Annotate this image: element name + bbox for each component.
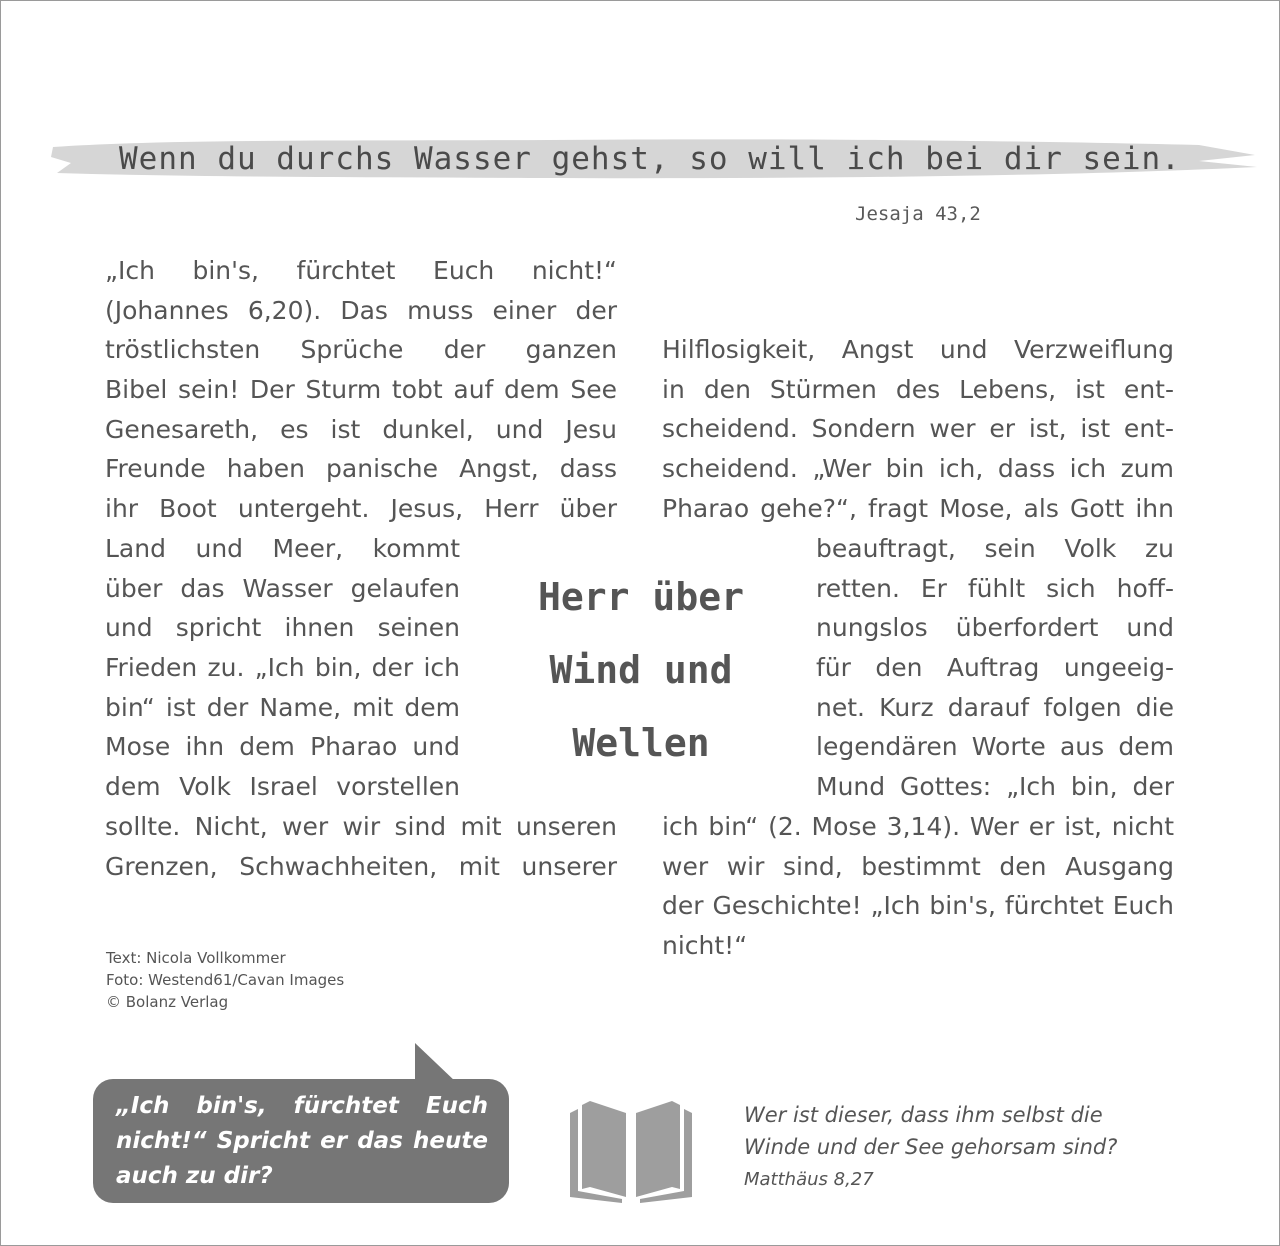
speech-bubble-tail [415, 1043, 465, 1083]
text-line: Genesareth, es ist dunkel, und Jesu [105, 414, 617, 444]
text-line: legendären Worte aus dem [816, 732, 1174, 762]
text-line: Mose ihn dem Pharao und [105, 732, 460, 762]
bubble-line: nicht!“ Spricht er das heute [116, 1128, 488, 1154]
text-line: über das Wasser gelaufen [105, 573, 460, 603]
text-line: Grenzen, Schwachheiten, mit unserer [105, 851, 617, 881]
text-line: wer wir sind, bestimmt den Ausgang [662, 851, 1174, 881]
pull-quote-line: Wellen [572, 721, 710, 765]
text-line: „Ich bin's, fürchtet Euch nicht!“ [105, 256, 617, 285]
text-line: dem Volk Israel vorstellen [105, 772, 460, 802]
text-line: Frieden zu. „Ich bin, der ich [105, 653, 460, 683]
bubble-line: auch zu dir? [116, 1163, 273, 1189]
text-line: ich bin“ (2. Mose 3,14). Wer er ist, nicht [662, 812, 1174, 841]
text-line: tröstlichsten Sprüche der ganzen [105, 335, 617, 365]
headline-verse: Wenn du durchs Wasser gehst, so will ich bei dir sein. [119, 141, 1181, 177]
verse-line: Wer ist dieser, dass ihm selbst die [744, 1103, 1103, 1127]
text-line: Pharao gehe?“, fragt Mose, als Gott ihn [662, 493, 1174, 523]
text-line: scheidend. „Wer bin ich, dass ich zum [662, 454, 1174, 484]
credit-copyright: © Bolanz Verlag [106, 993, 229, 1011]
text-line: Mund Gottes: „Ich bin, der [816, 772, 1174, 802]
verse-reference: Matthäus 8,27 [744, 1169, 874, 1190]
text-line: nicht!“ [662, 931, 748, 961]
right-column-bottom [662, 807, 1174, 966]
text-line: Freunde haben panische Angst, dass [105, 454, 617, 484]
text-line: scheidend. Sondern wer er ist, ist ent- [662, 414, 1174, 444]
text-line: nungslos überfordert und [816, 613, 1174, 643]
text-line: Land und Meer, kommt [105, 534, 460, 563]
text-line: Hilflosigkeit, Angst und Verzweiflung [662, 335, 1174, 364]
pull-quote-line: Wind und [549, 648, 733, 692]
open-book-icon [566, 1099, 696, 1203]
headline-reference: Jesaja 43,2 [855, 203, 981, 225]
text-line: sollte. Nicht, wer wir sind mit unseren [105, 812, 617, 841]
text-line: und spricht ihnen seinen [105, 613, 460, 643]
credit-text-author: Text: Nicola Vollkommer [106, 949, 286, 967]
bubble-line: „Ich bin's, fürchtet Euch [116, 1093, 488, 1119]
verse-line: Winde und der See gehorsam sind? [744, 1135, 1118, 1159]
speech-bubble-text [116, 1089, 488, 1194]
left-column-bottom [105, 807, 617, 886]
right-column-top [662, 330, 1174, 528]
left-column-narrow [105, 529, 460, 807]
text-line: retten. Er fühlt sich hoff- [816, 573, 1174, 603]
text-line: net. Kurz darauf folgen die [816, 692, 1174, 722]
pull-quote-line: Herr über [538, 575, 744, 619]
credit-photo: Foto: Westend61/Cavan Images [106, 971, 345, 989]
text-line: (Johannes 6,20). Das muss einer der [105, 295, 617, 325]
right-column-narrow [816, 529, 1174, 807]
credits [106, 947, 344, 1013]
text-line: beauftragt, sein Volk zu [816, 534, 1174, 563]
text-line: ihr Boot untergeht. Jesus, Herr über [105, 494, 617, 524]
text-line: Bibel sein! Der Sturm tobt auf dem See [105, 375, 617, 405]
text-line: bin“ ist der Name, mit dem [105, 692, 460, 722]
text-line: der Geschichte! „Ich bin's, fürchtet Euch [662, 891, 1174, 921]
pull-quote-title [501, 561, 781, 780]
text-line: für den Auftrag ungeeig- [816, 653, 1174, 683]
left-column-top [105, 251, 617, 529]
closing-verse [744, 1099, 1184, 1163]
text-line: in den Stürmen des Lebens, ist ent- [662, 374, 1174, 404]
